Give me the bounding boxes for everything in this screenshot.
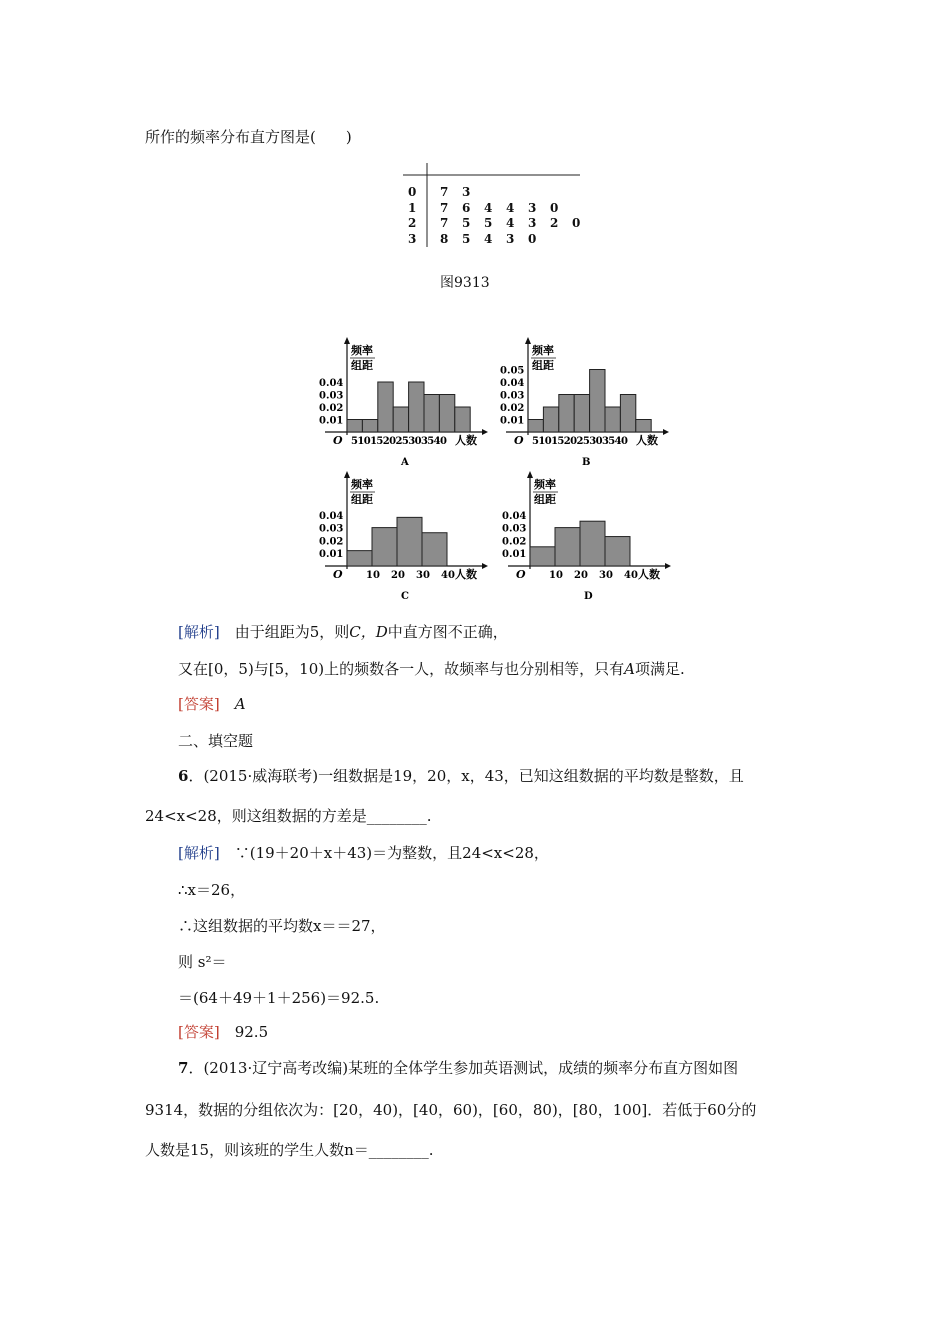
leaf-value: 4 xyxy=(506,216,515,230)
leaf-value: 2 xyxy=(550,216,559,230)
histogram-bar xyxy=(528,420,543,433)
leaf-value: 3 xyxy=(506,232,515,246)
stem-value: 0 xyxy=(408,185,417,199)
leaf-value: 7 xyxy=(440,216,449,230)
q6-line1: 6．(2015·威海联考)一组数据是19，20，x，43，已知这组数据的平均数是整数，且 xyxy=(178,767,744,785)
histogram-bar xyxy=(580,521,605,566)
x-tick-label: 10 xyxy=(366,570,380,581)
section-title: 二、填空题 xyxy=(178,732,254,750)
y-tick-label: 0.01 xyxy=(500,415,525,427)
x-tick-label: 10 xyxy=(549,570,563,581)
histogram-bar xyxy=(378,382,393,432)
xlabel: 人数 xyxy=(455,434,477,447)
y-tick-label: 0.01 xyxy=(319,549,344,561)
histogram-bar xyxy=(439,395,454,433)
ylabel-top: 频率 xyxy=(351,344,373,357)
stem-value: 1 xyxy=(408,201,417,215)
q6-analysis-line3: ∴这组数据的平均数x＝＝27， xyxy=(178,917,386,935)
leaf-value: 3 xyxy=(528,216,537,230)
ylabel-bottom: 组距 xyxy=(532,359,554,372)
leaf-value: 4 xyxy=(484,201,493,215)
y-axis-arrow xyxy=(344,471,350,478)
y-tick-label: 0.01 xyxy=(502,549,527,561)
histogram-bar xyxy=(605,537,630,566)
q7-line1: 7．(2013·辽宁高考改编)某班的全体学生参加英语测试，成绩的频率分布直方图如图 xyxy=(178,1059,739,1077)
panel-label: D xyxy=(584,591,593,602)
histogram-bar xyxy=(455,407,470,432)
leaf-value: 5 xyxy=(462,232,471,246)
histogram-bar xyxy=(393,407,408,432)
y-tick-label: 0.02 xyxy=(319,403,344,414)
ylabel-bottom: 组距 xyxy=(534,493,556,506)
xlabel: 人数 xyxy=(638,568,660,581)
histogram-bar xyxy=(409,382,424,432)
leaf-value: 4 xyxy=(484,232,493,246)
histogram-figure xyxy=(0,320,950,920)
histogram-bar xyxy=(543,407,558,432)
leaf-value: 0 xyxy=(528,232,537,246)
leaf-value: 5 xyxy=(462,216,471,230)
leaf-value: 6 xyxy=(462,201,471,215)
q5-analysis-line2: 又在[0，5)与[5，10)上的频数各一人，故频率与也分别相等，只有A项满足. xyxy=(178,660,685,678)
analysis-tag: [解析] xyxy=(178,844,220,862)
y-axis-arrow xyxy=(527,471,533,478)
ylabel-top: 频率 xyxy=(534,478,556,491)
x-tick-label: 40 xyxy=(624,570,638,581)
y-tick-label: 0.04 xyxy=(502,510,527,522)
histogram-bar xyxy=(620,395,635,433)
q6-analysis-line2: ∴x＝26， xyxy=(178,881,246,899)
q6-analysis-line5: ＝(64＋49＋1＋256)＝92.5. xyxy=(178,989,380,1007)
y-tick-label: 0.04 xyxy=(319,378,344,389)
x-axis-arrow xyxy=(482,429,488,435)
y-tick-label: 0.03 xyxy=(500,390,525,402)
q6-analysis-line4: 则 s²＝ xyxy=(178,953,227,971)
histogram-bar xyxy=(347,420,362,433)
histogram-bar xyxy=(605,407,620,432)
q7-line3: 人数是15，则该班的学生人数n＝________. xyxy=(145,1141,434,1159)
y-tick-label: 0.03 xyxy=(319,390,344,402)
ylabel-bottom: 组距 xyxy=(351,493,373,506)
y-tick-label: 0.03 xyxy=(502,523,527,535)
y-tick-label: 0.05 xyxy=(500,365,525,377)
ylabel-bottom: 组距 xyxy=(351,359,373,372)
x-tick-label: 40 xyxy=(441,570,455,581)
x-tick-label: 30 xyxy=(416,570,430,581)
xlabel: 人数 xyxy=(636,434,658,447)
panel-label: C xyxy=(401,591,409,602)
y-axis-arrow xyxy=(344,337,350,344)
leaf-value: 3 xyxy=(528,201,537,215)
x-tick-label: 30 xyxy=(599,570,613,581)
x-axis-arrow xyxy=(663,429,669,435)
q5-analysis-line1: [解析] 由于组距为5，则C，D中直方图不正确， xyxy=(178,623,508,641)
x-axis-arrow xyxy=(665,563,671,569)
histogram-bar xyxy=(347,551,372,566)
histogram-bar xyxy=(559,395,574,433)
leaf-value: 7 xyxy=(440,185,449,199)
histogram-bar xyxy=(590,370,605,433)
panel-label: A xyxy=(401,457,409,468)
q5-answer: [答案] A xyxy=(178,695,246,713)
y-tick-label: 0.02 xyxy=(500,403,525,414)
q6-line2: 24<x<28，则这组数据的方差是________. xyxy=(145,807,432,825)
q6-analysis-line1: [解析] ∵(19＋20＋x＋43)＝为整数，且24<x<28， xyxy=(178,844,549,862)
q6-answer: [答案] 92.5 xyxy=(178,1023,269,1041)
x-tick-label: 20 xyxy=(574,570,588,581)
leaf-value: 5 xyxy=(484,216,493,230)
histogram-bar xyxy=(362,420,377,433)
histogram-bar xyxy=(530,547,555,566)
x-tick-labels: 510152025303540 xyxy=(532,436,628,447)
origin-label: O xyxy=(516,568,526,581)
leaf-value: 0 xyxy=(572,216,581,230)
x-tick-labels: 510152025303540 xyxy=(351,436,447,447)
analysis-tag: [解析] xyxy=(178,623,220,641)
ylabel-top: 频率 xyxy=(532,344,554,357)
y-tick-label: 0.02 xyxy=(502,536,527,548)
histogram-bar xyxy=(574,395,589,433)
answer-tag: [答案] xyxy=(178,695,220,713)
leaf-value: 3 xyxy=(462,185,471,199)
x-axis-arrow xyxy=(482,563,488,569)
panel-label: B xyxy=(582,457,591,468)
leaf-value: 0 xyxy=(550,201,559,215)
intro-text: 所作的频率分布直方图是( ) xyxy=(145,128,352,146)
stem-value: 2 xyxy=(408,216,417,230)
origin-label: O xyxy=(333,568,343,581)
leaf-value: 7 xyxy=(440,201,449,215)
answer-tag: [答案] xyxy=(178,1023,220,1041)
histogram-bar xyxy=(636,420,651,433)
y-axis-arrow xyxy=(525,337,531,344)
y-tick-label: 0.02 xyxy=(319,536,344,548)
histogram-bar xyxy=(372,528,397,566)
leaf-value: 4 xyxy=(506,201,515,215)
y-tick-label: 0.01 xyxy=(319,415,344,427)
histogram-bar xyxy=(422,533,447,566)
xlabel: 人数 xyxy=(455,568,477,581)
histogram-bar xyxy=(397,517,422,566)
histogram-bar xyxy=(555,528,580,566)
leaf-value: 8 xyxy=(440,232,449,246)
x-tick-label: 20 xyxy=(391,570,405,581)
y-tick-label: 0.04 xyxy=(500,378,525,389)
histogram-bar xyxy=(424,395,439,433)
y-tick-label: 0.04 xyxy=(319,510,344,522)
stem-value: 3 xyxy=(408,232,417,246)
stem-leaf-lines xyxy=(0,0,950,260)
origin-label: O xyxy=(514,434,524,447)
q7-line2: 9314，数据的分组依次为：[20，40)，[40，60)，[60，80)，[80，100]．若低于60分的 xyxy=(145,1101,757,1119)
y-tick-label: 0.03 xyxy=(319,523,344,535)
ylabel-top: 频率 xyxy=(351,478,373,491)
figure-caption: 图9313 xyxy=(440,275,490,291)
origin-label: O xyxy=(333,434,343,447)
